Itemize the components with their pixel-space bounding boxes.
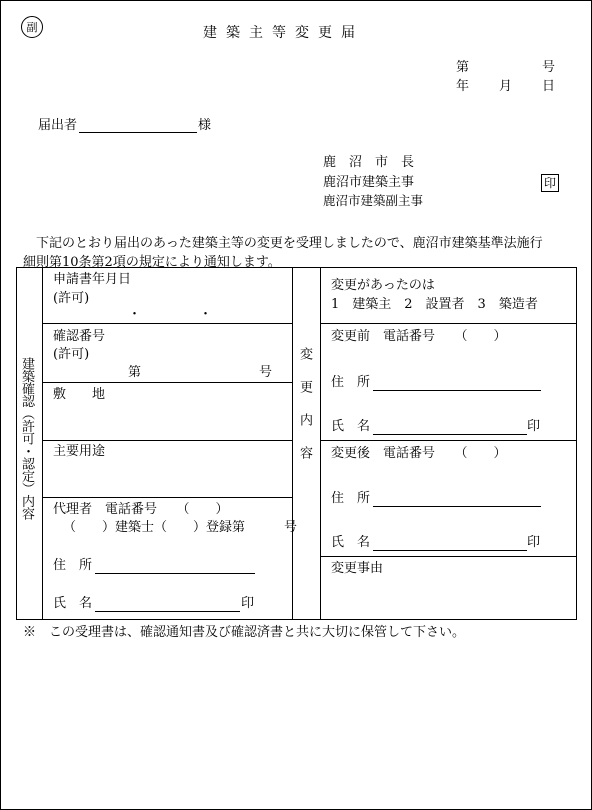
left-rule-4 (42, 497, 292, 498)
agent-name-label: 氏 名 (53, 596, 93, 611)
before-phone-label: 変更前 電話番号 （ ） (331, 329, 507, 344)
before-seal: 印 (527, 419, 541, 434)
before-name-label: 氏 名 (331, 419, 371, 434)
confirm-number-go: 号 (259, 365, 273, 380)
agent-address-label: 住 所 (53, 558, 93, 573)
table-right-border (576, 267, 577, 619)
issuer-mayor: 鹿 沼 市 長 (323, 155, 415, 170)
left-rule-3 (42, 440, 292, 441)
left-rule-1 (42, 323, 292, 324)
before-address-label: 住 所 (331, 375, 371, 390)
duplicate-seal-icon: 副 (21, 16, 43, 38)
number-label: 第 (456, 60, 470, 75)
table-bottom-border (16, 619, 577, 620)
right-rule-1 (320, 323, 576, 324)
table-left-border (16, 267, 17, 619)
after-seal: 印 (527, 535, 541, 550)
application-date-sub: (許可) (53, 291, 90, 306)
confirm-number-sub: (許可) (53, 347, 90, 362)
applicant-underline (79, 132, 197, 133)
issuer-stamp: 印 (541, 174, 559, 192)
changed-party-title: 変更があったのは (331, 278, 435, 293)
agent-seal: 印 (241, 596, 255, 611)
application-date-label: 申請書年月日 (53, 272, 132, 287)
notice-line-2: 細則第10条第2項の規定により通知します。 (23, 255, 281, 270)
right-side-divider (320, 267, 321, 619)
changed-party-options: 1 建築主 2 設置者 3 築造者 (331, 297, 538, 312)
left-side-divider (42, 267, 43, 619)
applicant-honorific: 様 (198, 118, 212, 133)
before-name-line (373, 434, 527, 435)
change-reason-label: 変更事由 (331, 561, 384, 576)
right-rule-3 (320, 556, 576, 557)
middle-divider (292, 267, 293, 619)
application-date-dot-1: ・ (128, 307, 142, 322)
after-phone-label: 変更後 電話番号 （ ） (331, 446, 507, 461)
confirm-number-label: 確認番号 (53, 329, 106, 344)
number-suffix: 号 (542, 60, 556, 75)
issuer-official: 鹿沼市建築主事 (323, 175, 415, 190)
application-date-dot-2: ・ (199, 307, 213, 322)
before-address-line (373, 390, 541, 391)
left-side-label: 建築確認（許可・認定）内容 (19, 357, 34, 520)
footer-note: ※ この受理書は、確認通知書及び確認済書と共に大切に保管して下さい。 (23, 625, 466, 640)
main-use-label: 主要用途 (53, 444, 106, 459)
document-title: 建築主等変更届 (203, 25, 364, 41)
issuer-deputy: 鹿沼市建築副主事 (323, 193, 424, 208)
after-name-line (373, 550, 527, 551)
left-rule-2 (42, 382, 292, 383)
agent-phone-label: 代理者 電話番号 （ ） (53, 502, 229, 517)
after-name-label: 氏 名 (331, 535, 371, 550)
date-year: 年 (456, 79, 470, 94)
date-month: 月 (499, 79, 513, 94)
confirm-number-dai: 第 (128, 365, 142, 380)
agent-architect-line: （ ）建築士（ ）登録第 号 (63, 520, 298, 535)
agent-address-line (95, 573, 255, 574)
right-rule-2 (320, 440, 576, 441)
site-label: 敷 地 (53, 387, 106, 402)
after-address-line (373, 506, 541, 507)
agent-name-line (95, 611, 240, 612)
table-top-border (16, 267, 577, 268)
applicant-label: 届出者 (38, 118, 78, 133)
date-day: 日 (542, 79, 556, 94)
right-side-label: 変更内容 (297, 347, 312, 479)
after-address-label: 住 所 (331, 491, 371, 506)
notice-line-1: 下記のとおり届出のあった建築主等の変更を受理しましたので、鹿沼市建築基準法施行 (36, 236, 543, 251)
